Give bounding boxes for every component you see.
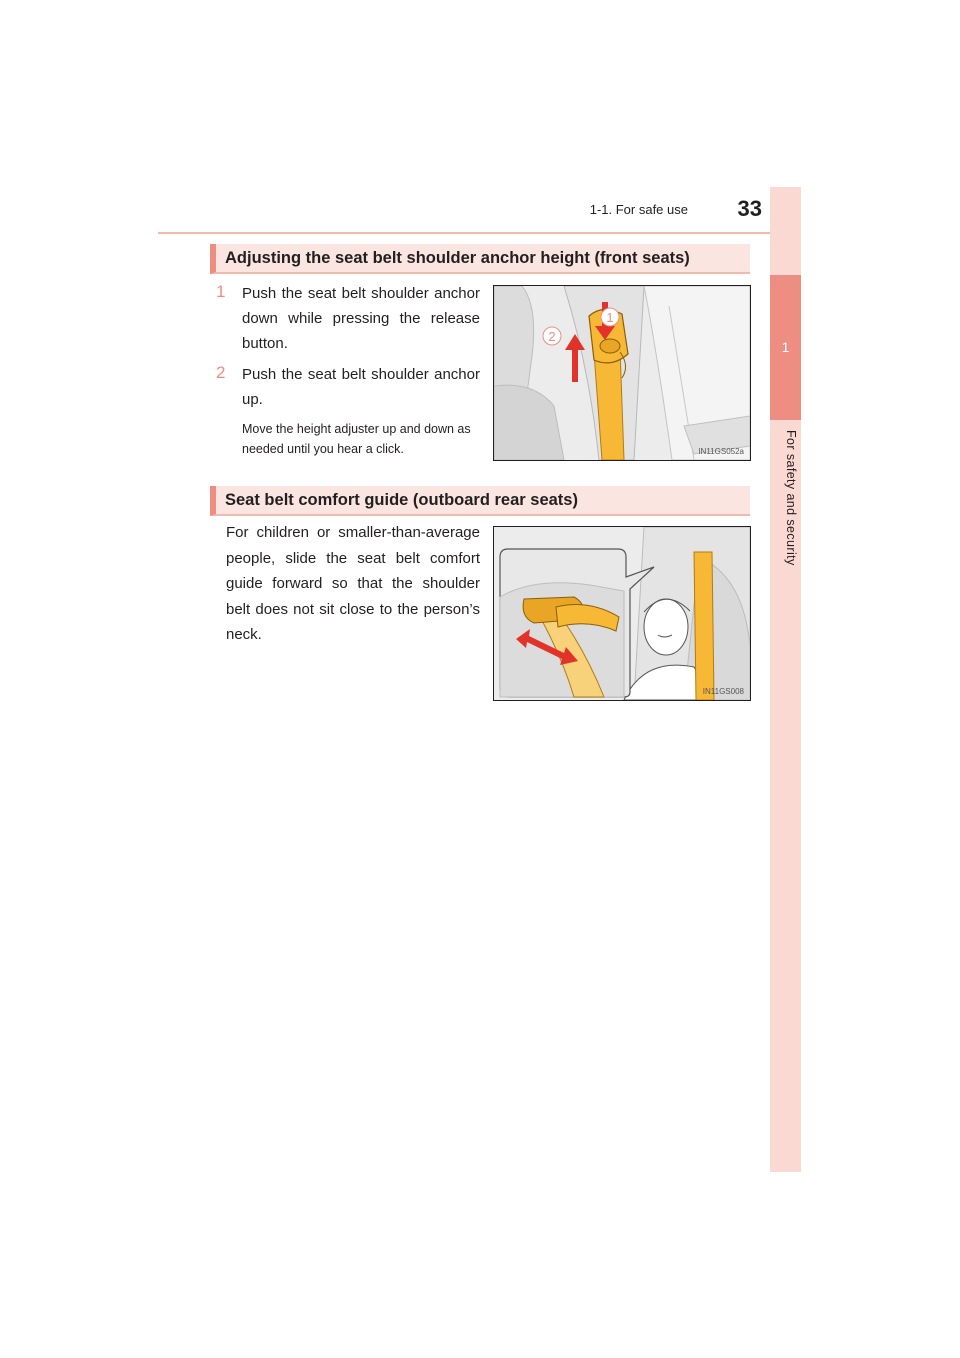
figure-shoulder-anchor (493, 285, 751, 461)
chapter-number: 1 (781, 339, 790, 355)
header-rule (158, 232, 800, 234)
page-number: 33 (737, 196, 762, 221)
chapter-title: For safety and security (784, 430, 798, 566)
figure-comfort-guide (493, 526, 751, 701)
section-heading-text: Adjusting the seat belt shoulder anchor height (front seats) (225, 249, 690, 267)
comfort-guide-illustration (494, 527, 750, 700)
step-note: Move the height adjuster up and down as needed until you hear a click. (242, 422, 471, 456)
section-heading-shoulder-anchor (210, 244, 750, 274)
callout-2: 2 (548, 329, 556, 344)
callout-1: 1 (606, 310, 614, 325)
step-text: Push the seat belt shoulder anchor down while pressing the release button. (242, 285, 480, 352)
shoulder-anchor-illustration (494, 286, 750, 460)
section-heading-text: Seat belt comfort guide (outboard rear seats) (225, 491, 578, 509)
step-number: 1 (216, 282, 226, 301)
section-heading-comfort-guide (210, 486, 750, 516)
comfort-guide-text: For children or smaller-than-average people, slide the seat belt comfort guide forward so that the shoulder belt does not sit close to the person’s neck. (226, 524, 480, 643)
chapter-number-tab (770, 275, 801, 420)
figure-code: IN11GS008 (702, 687, 744, 696)
running-header-section: 1-1. For safe use (589, 202, 688, 217)
figure-code: IN11GS052a (698, 447, 744, 456)
step-text: Push the seat belt shoulder anchor up. (242, 366, 480, 408)
step-number: 2 (216, 363, 226, 382)
